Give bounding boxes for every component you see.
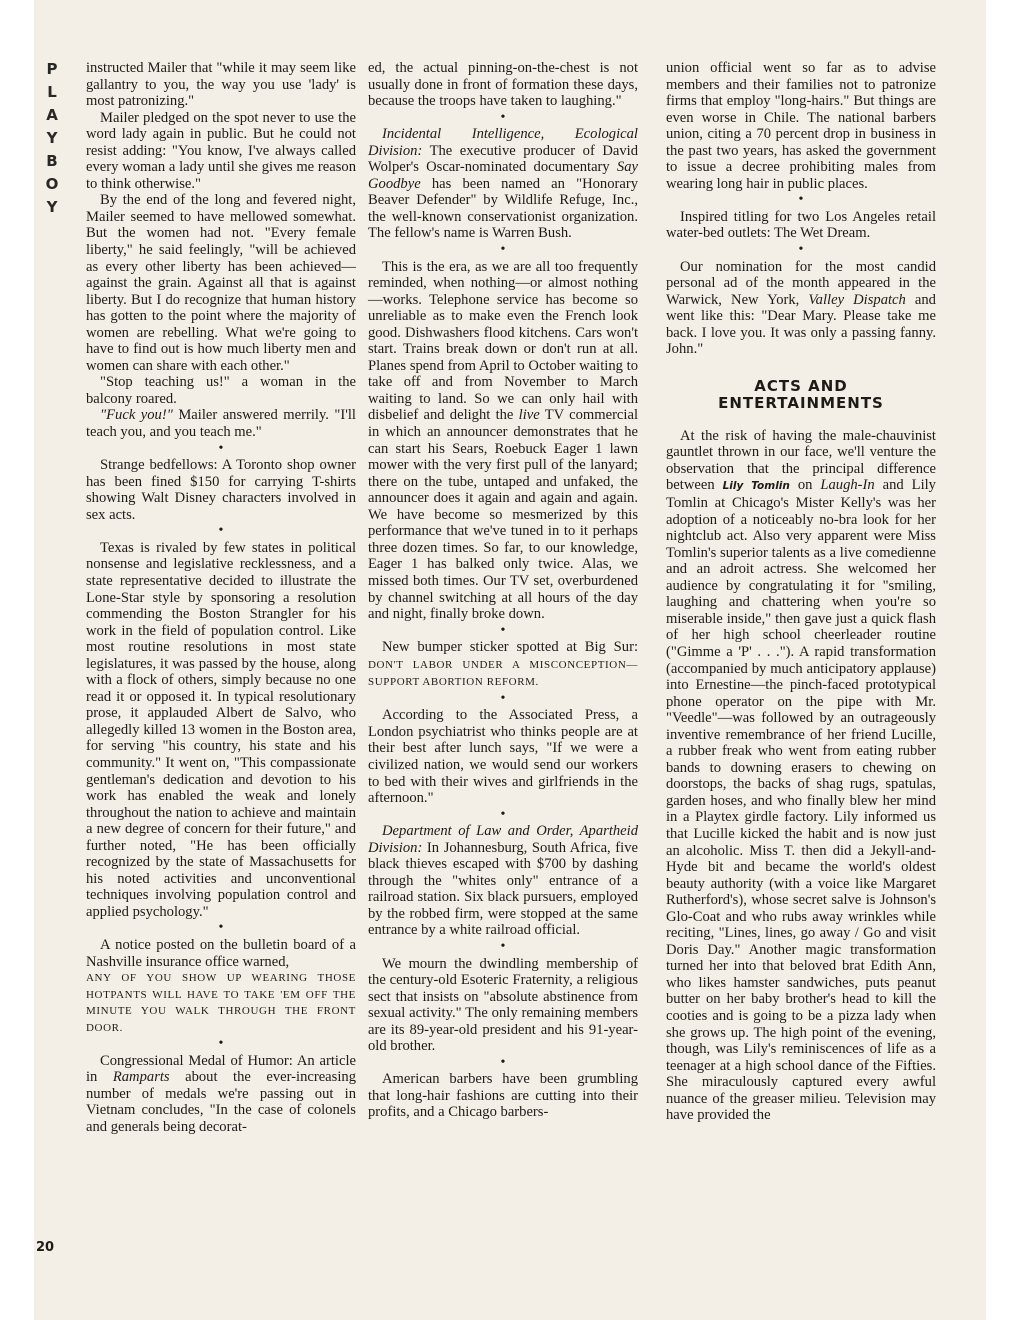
paragraph: We mourn the dwindling membership of the century-old Esoteric Fraternity, a religious sect that insists on "absolute abstinence from sexual activity." The only remaining members are its 89-year-old president and his 91-year-old brother. (368, 955, 638, 1055)
text-run: New bumper sticker spotted at Big Sur: (382, 639, 638, 656)
bumper-sticker-caps: DON'T LABOR UNDER A MISCONCEPTION—SUPPORT ABORTION REFORM. (368, 658, 638, 689)
text-run: TV commercial in which an announcer demonstrates that he can start his Sears, Roebuck Eager 1 lawn mower with the very first pull of the lanyard; there on the tube, untaped and unfaked, the announcer does it again and again and again. We have become so mesmerized by this performance that we've tuned in to it perhaps three dozen times. So far, to our knowledge, Eager 1 has balked only twice. Alas, we missed both times. Our TV set, overburdened by channel switching at all hours of the day and night, finally broke down. (368, 407, 638, 623)
paragraph: Strange bedfellows: A Toronto shop owner has been fined $150 for carrying T-shirts showing Walt Disney characters involved in sex acts. (86, 457, 356, 523)
text-run: At the risk of having the male-chauvinist gauntlet thrown in our face, we'll venture the observation that the principal difference between (666, 427, 936, 494)
section-bullet: • (218, 440, 224, 456)
masthead-letter: L (47, 83, 57, 101)
paragraph: American barbers have been grumbling that long-hair fashions are cutting into their profits, and a Chicago barbers- (368, 1071, 638, 1121)
paragraph: By the end of the long and fevered night, Mailer seemed to have mellowed somewhat. But the women had not. "Every female liberty," he said feelingly, "will be achieved as every other liberty has been achieved—against the grain. Against all that is against liberty. But I do recognize that human history has gotten to the point where the majority of women are rebelling. What we're going to have to find out is how much liberty men and women can share with each other." (86, 192, 356, 374)
name-styled: Lily Tomlin (722, 480, 790, 493)
text-run: has been named an "Honorary Beaver Defender" by Wildlife Refuge, Inc., the well-known conservationist organization. The fellow's name is Warren Bush. (368, 175, 638, 242)
text-run: and went like this: "Dear Mary. Please take me back. I love you. It was only a passing fanny. John." (666, 291, 936, 358)
paragraph: Mailer pledged on the spot never to use the word lady again in public. But he could not resist adding: "You know, I've always called every woman a lady until she gives me reason to think otherwise." (86, 109, 356, 192)
paragraph: Texas is rivaled by few states in political nonsense and legislative recklessness, and a state representative decided to illustrate the Lone-Star style by sponsoring a resolution commending the Boston Strangler for his work in the field of population control. Like most routine resolutions in most state legislatures, it was passed by the house, along with a flock of others, simply because no one read it or opposed it. In typical resolutionary prose, it applauded Albert de Salvo, who allegedly killed 13 women in the Boston area, for serving "his country, his state and his community." It went on, "This compassionate gentleman's dedication and devotion to his work has enabled the weak and lonely throughout the nation to achieve and maintain a new degree of concern for their future," and further noted, "He has been officially recognized by the state of Massachusetts for his noted activities and unconventional techniques involving population control and applied psychology." (86, 539, 356, 920)
italic-title: Say Goodbye (368, 159, 638, 192)
paragraph (368, 823, 638, 939)
text-column-3 (666, 60, 936, 1124)
paragraph: Inspired titling for two Los Angeles retail water-bed outlets: The Wet Dream. (666, 208, 936, 242)
paragraph (368, 126, 638, 242)
masthead-letter: Y (46, 198, 58, 216)
text-run: Our nomination for the most candid personal ad of the month appeared in the Warwick, New York, (666, 258, 936, 308)
section-bullet: • (218, 523, 224, 539)
paragraph (86, 407, 356, 440)
paragraph: A notice posted on the bulletin board of a Nashville insurance office warned, (86, 936, 356, 970)
text-run: and Lily Tomlin at Chicago's Mister Kelly's was her adoption of a noticeably no-bra look for her nightclub act. Also very apparent were Miss Tomlin's superior talents as a live comedienne and an adroit actress. She welcomed her audience by congratulating it for "smiling, laughing and chattering when you're so miserable inside," then gave just a quick flash of her high school cheerleader routine ("Gimme a 'P' . . ."). A rapid transformation (accompanied by much anticipatory applause) into Ernestine—the pinch-faced prototypical phone operator on the pipe with Mr. "Veedle"—was followed by an outrageously inventive remembrance of her friend Lucille, a rubber freak who went from eating rubber bands to downing erasers to chewing on doorstops, the backs of shag rugs, spatulas, garden hoses, and who finally blew her mind in a Playtex girdle factory. Lily informed us that Lucille kicked the habit and is now just an alcoholic. Miss T. then did a Jekyll-and-Hyde bit and became the world's oldest beauty authority (with a voice like Margaret Rutherford's), whose secret salve is Johnson's Glo-Coat and who rubs away wrinkles while reciting, "Lines, lines, go away / Go and visit Doris Day." Another magic transformation turned her into that beloved brat Edith Ann, who likes hamster sandwiches, puts peanut butter on her baby brother's head to kill the cooties and is going to be a pizza lady when she grows up. The high point of the evening, though, was Lily's reminiscences of life as a teenager at a high school dance of the Fifties. She miraculously captured every awful nuance of the greaser milieu. Television may have provided the (666, 477, 936, 1124)
paragraph: According to the Associated Press, a London psychiatrist who thinks people are at their best after lunch says, "If we were a civilized nation, we would send our workers to bed with their wives and girlfriends in the afternoon." (368, 707, 638, 807)
italic-title: Valley Dispatch (808, 291, 906, 308)
text-run: about the ever-increasing number of medals we're passing out in Vietnam concludes, "In the case of colonels and generals being decorat- (86, 1069, 356, 1135)
masthead-letter: O (45, 175, 59, 193)
italic-lead: Department of Law and Order, Apartheid Division: (368, 823, 638, 856)
paragraph (666, 428, 936, 1124)
text-column-2 (368, 60, 638, 1121)
paragraph (368, 259, 638, 623)
section-heading (666, 378, 936, 412)
masthead-letter: B (46, 152, 58, 170)
text-run: The executive producer of David Wolper's Oscar-nominated documentary (368, 142, 638, 176)
paragraph: union official went so far as to advise members and their families not to patronize firms that employ "long-hairs." But things are even worse in Chile. The national barbers union, citing a 70 percent drop in business in the past two years, has asked the government to issue a decree prohibiting males from wearing long hair in public places. (666, 60, 936, 192)
paragraph: ed, the actual pinning-on-the-chest is not usually done in front of formation these days, because the troops have taken to laughing." (368, 60, 638, 110)
masthead-letter: A (46, 106, 58, 124)
italic-lead: Incidental Intelligence, Ecological Division: (368, 126, 638, 159)
section-bullet: • (500, 1054, 506, 1070)
section-bullet: • (798, 242, 804, 258)
section-bullet: • (218, 1036, 224, 1052)
paragraph: instructed Mailer that "while it may seem like gallantry to you, the way you use 'lady' is most patronizing." (86, 60, 356, 110)
text-column-1 (86, 60, 356, 1136)
heading-line: ENTERTAINMENTS (718, 393, 884, 412)
magazine-page (34, 0, 986, 1320)
italic-title: Ramparts (112, 1069, 170, 1086)
text-run: Mailer answered merrily. "I'll teach you, and you teach me." (86, 407, 356, 441)
section-bullet: • (500, 806, 506, 822)
masthead-letter: P (46, 60, 58, 78)
section-bullet: • (500, 938, 506, 954)
section-bullet: • (218, 920, 224, 936)
heading-line: ACTS AND (754, 376, 848, 395)
masthead-letter: Y (46, 129, 58, 147)
paragraph (368, 639, 638, 691)
notice-small-caps: ANY OF YOU SHOW UP WEARING THOSE HOTPANTS WILL HAVE TO TAKE 'EM OFF THE MINUTE YOU WALK THROUGH THE FRONT DOOR. (86, 972, 356, 1034)
italic-title: Laugh-In (820, 477, 875, 494)
page-number: 20 (36, 1240, 55, 1255)
section-bullet: • (500, 622, 506, 638)
masthead-vertical (42, 58, 62, 219)
italic-word: live (518, 407, 540, 424)
text-run: Congressional Medal of Humor: An article in (86, 1052, 356, 1086)
paragraph (666, 259, 936, 358)
section-bullet: • (500, 109, 506, 125)
section-bullet: • (500, 690, 506, 706)
italic-quote: "Fuck you!" (100, 407, 173, 424)
text-run: This is the era, as we are all too frequently reminded, when nothing—or almost nothing—works. Telephone service has become so unreliable as to make even the French look good. Dishwashers flood kitchens. Cars won't start. Trains break down or don't run at all. Planes spend from April to October waiting to take off and from November to March waiting to land. So we can only hail with disbelief and delight the (368, 258, 638, 424)
section-bullet: • (500, 242, 506, 258)
paragraph: "Stop teaching us!" a woman in the balcony roared. (86, 374, 356, 407)
section-bullet: • (798, 192, 804, 208)
text-run: In Johannesburg, South Africa, five black thieves escaped with $700 by dashing through the "whites only" entrance of a railroad station. Six black pursuers, employed by the robbed firm, were stopped at the same entrance by a white railroad official. (368, 839, 638, 939)
text-run: on (789, 477, 821, 494)
paragraph (86, 1053, 356, 1136)
